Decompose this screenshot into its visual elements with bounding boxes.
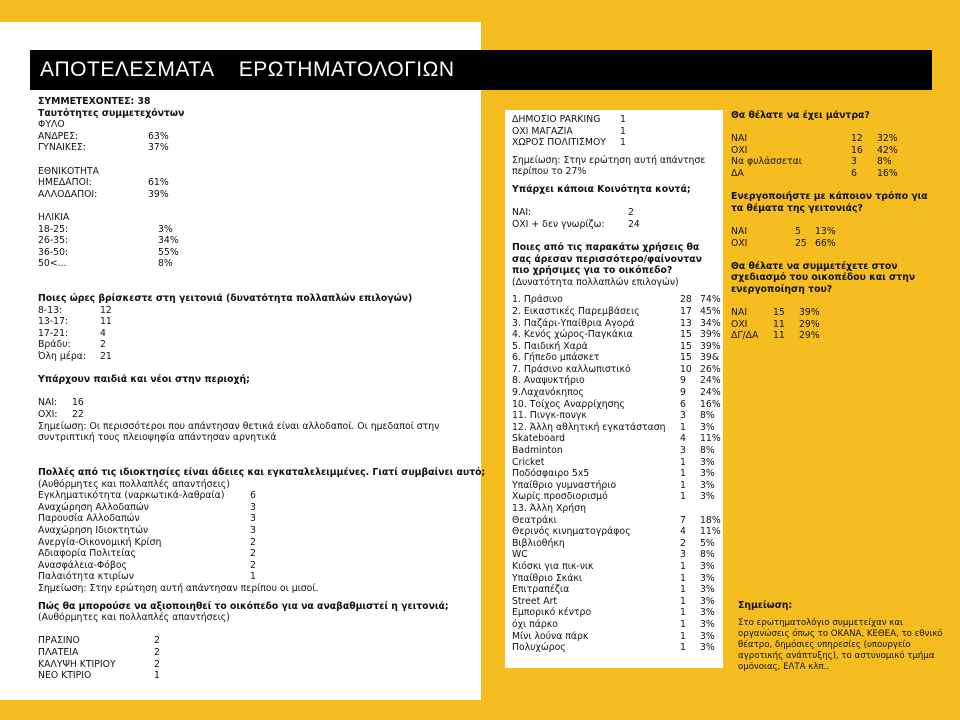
list-item <box>512 306 720 318</box>
item-percent: 3% <box>700 584 715 596</box>
item-percent: 3% <box>700 572 715 584</box>
item-count: 15 <box>773 307 785 319</box>
sex-label: ΦΥΛΟ <box>38 119 65 131</box>
item-label: ΔΑ <box>731 167 744 179</box>
list-item <box>38 571 468 583</box>
item-label: Χωρίς προσδιορισμό <box>512 491 608 503</box>
item-value: 39% <box>148 188 169 200</box>
nationality-list <box>38 177 468 200</box>
left-column <box>38 96 486 682</box>
item-percent: 8% <box>700 549 715 561</box>
item-value: 3% <box>158 223 173 235</box>
empty-properties-question: Πολλές από τις ιδιοκτησίες είναι άδειες και εγκαταλελειμμένες. Γιατί συμβαίνει αυτό; <box>38 467 486 478</box>
item-percent: 3% <box>700 618 715 630</box>
item-label: Θερινός κινηματογράφος <box>512 526 631 538</box>
item-label: Επιτραπέζια <box>512 584 570 596</box>
item-label: ΟΧΙ <box>731 144 748 156</box>
list-item <box>38 177 468 189</box>
item-value: 55% <box>158 246 179 258</box>
item-percent: 3% <box>700 479 715 491</box>
item-percent: 3% <box>700 642 715 654</box>
item-label: Ποδόσφαιρο 5x5 <box>512 468 590 480</box>
plan-question: Θα θέλατε να συμμετέχετε στον σχεδιασμό του οικοπέδου και στην ενεργοποίηση του? <box>731 260 916 295</box>
item-count: 1 <box>680 618 686 630</box>
item-count: 7 <box>680 514 686 526</box>
item-percent: 45% <box>700 305 721 317</box>
item-label: 2. Εικαστικές Παρεμβάσεις <box>512 305 640 317</box>
item-value: 2 <box>100 339 106 351</box>
list-item <box>512 515 720 527</box>
community-question: Υπάρχει κάποια Κοινότητα κοντά; <box>512 183 691 195</box>
item-count: 4 <box>680 526 686 538</box>
list-item <box>38 502 468 514</box>
right-note <box>738 600 944 673</box>
item-percent: 66% <box>815 237 836 249</box>
item-label: Αναχώρηση Ιδιοκτητών <box>38 524 149 536</box>
item-percent: 24% <box>700 387 721 399</box>
list-item <box>38 525 468 537</box>
item-label: ΝΑΙ: <box>38 397 58 409</box>
item-count: 1 <box>680 491 686 503</box>
item-label: ΔΗΜΟΣΙΟ PARKING <box>512 114 601 125</box>
list-item <box>38 142 468 154</box>
list-item <box>38 247 468 259</box>
item-label: Εμπορικό κέντρο <box>512 607 592 619</box>
item-value: 16 <box>72 397 84 409</box>
item-count: 15 <box>680 352 692 364</box>
list-item <box>512 114 720 126</box>
list-item <box>512 207 720 219</box>
list-item <box>38 647 468 659</box>
mantra-list <box>731 133 931 179</box>
item-percent: 16% <box>700 398 721 410</box>
item-percent: 29% <box>799 330 820 342</box>
right-note-text: Στο ερωτηματολόγιο συμμετείχαν και οργανώσεις όπως το ΟΚΑΝΑ, ΚΕΘΕΑ, το εθνικό θέατρο, δημόσιες υπηρεσίες (υπουργείο αγροτικής ανάπτυξης), το αστυνομικό τμήμα ομόνοιας, ΕΛΤΑ κλπ.. <box>738 617 943 672</box>
list-item <box>38 490 468 502</box>
item-count: 25 <box>795 237 807 249</box>
item-label: Ανεργία-Οικονομική Κρίση <box>38 536 162 548</box>
item-percent: 3% <box>700 421 715 433</box>
list-item <box>512 445 720 457</box>
item-percent: 18% <box>700 514 721 526</box>
list-item <box>38 339 468 351</box>
item-count: 1 <box>680 630 686 642</box>
item-label: ΟΧΙ <box>731 318 748 330</box>
mantra-question: Θα θέλατε να έχει μάντρα? <box>731 110 870 121</box>
list-item <box>512 538 720 550</box>
item-label: 18-25: <box>38 223 69 235</box>
list-item <box>512 422 720 434</box>
list-item <box>512 433 720 445</box>
item-count: 11 <box>773 330 785 342</box>
item-count: 17 <box>680 305 692 317</box>
list-item <box>731 168 931 180</box>
item-percent: 39% <box>700 340 721 352</box>
item-count: 6 <box>680 398 686 410</box>
list-item <box>38 305 468 317</box>
item-label: ΝΕΟ ΚΤΙΡΙΟ <box>38 670 92 682</box>
middle-column <box>512 114 720 654</box>
item-count: 1 <box>680 421 686 433</box>
item-count: 3 <box>680 410 686 422</box>
top-strip <box>0 0 960 22</box>
item-count: 12 <box>851 133 863 145</box>
item-label: ΠΡΑΣΙΝΟ <box>38 635 80 647</box>
item-label: Badminton <box>512 445 563 457</box>
item-label: Κιόσκι για πικ-νικ <box>512 560 594 572</box>
list-item <box>38 560 468 572</box>
list-item <box>512 619 720 631</box>
item-label: 13-17: <box>38 316 69 328</box>
title-bar <box>30 50 932 90</box>
list-item <box>512 318 720 330</box>
item-value: 37% <box>148 142 169 154</box>
list-item <box>512 596 720 608</box>
item-value: 2 <box>154 646 160 658</box>
item-label: Skateboard <box>512 433 566 445</box>
item-label: 7. Πράσινο καλλωπιστικό <box>512 363 631 375</box>
item-count: 6 <box>851 167 857 179</box>
active-list <box>731 226 931 249</box>
item-percent: 26% <box>700 363 721 375</box>
age-label: ΗΛΙΚΙΑ <box>38 211 70 223</box>
list-item <box>512 352 720 364</box>
nationality-label: ΕΘΝΙΚΟΤΗΤΑ <box>38 165 100 177</box>
list-item <box>512 549 720 561</box>
item-label: ΟΧΙ + δεν γνωρίζω: <box>512 218 605 230</box>
list-item <box>38 537 468 549</box>
item-percent: 32% <box>877 133 898 145</box>
item-percent: 13% <box>815 225 836 237</box>
list-item <box>512 526 720 538</box>
item-label: 12. Άλλη αθλητική εγκατάσταση <box>512 421 666 433</box>
item-value: 1 <box>620 114 626 125</box>
item-label: Μίνι λούνα πάρκ <box>512 630 589 642</box>
item-value: 1 <box>620 125 626 137</box>
item-value: 8% <box>158 258 173 270</box>
list-item <box>38 235 468 247</box>
list-item <box>512 503 720 515</box>
list-item <box>512 137 720 149</box>
item-percent: 5% <box>700 537 715 549</box>
item-count: 1 <box>680 560 686 572</box>
item-label: ΚΑΛΥΨΗ ΚΤΙΡΙΟΥ <box>38 658 116 670</box>
kids-list <box>38 397 468 420</box>
item-count: 15 <box>680 329 692 341</box>
item-label: Cricket <box>512 456 545 468</box>
item-percent: 3% <box>700 468 715 480</box>
item-label: 10. Τοίχος Αναρρίχησης <box>512 398 625 410</box>
item-label: ΝΑΙ <box>731 133 748 145</box>
item-value: 2 <box>628 207 634 219</box>
item-label: 4. Κενός χώρος-Παγκάκια <box>512 329 633 341</box>
list-item <box>512 341 720 353</box>
list-item <box>512 387 720 399</box>
item-count: 13 <box>680 317 692 329</box>
kids-question: Υπάρχουν παιδιά και νέοι στην περιοχή; <box>38 374 250 386</box>
list-item <box>512 410 720 422</box>
empty-properties-list <box>38 490 468 583</box>
item-percent: 3% <box>700 456 715 468</box>
item-value: 2 <box>154 635 160 647</box>
item-value: 3 <box>250 513 256 525</box>
item-label: ΗΜΕΔΑΠΟΙ: <box>38 177 92 189</box>
list-item <box>512 468 720 480</box>
item-label: ΟΧΙ: <box>38 409 58 421</box>
item-value: 3 <box>250 524 256 536</box>
item-label: Παρουσία Αλλοδαπών <box>38 513 140 525</box>
item-percent: 24% <box>700 375 721 387</box>
list-item <box>38 513 468 525</box>
item-value: 2 <box>250 548 256 560</box>
item-count: 28 <box>680 294 692 306</box>
participants-heading: Ταυτότητες συμμετεχόντων <box>38 107 185 119</box>
item-percent: 39% <box>700 329 721 341</box>
item-count: 5 <box>795 225 801 237</box>
item-label: 6. Γήπεδο μπάσκετ <box>512 352 600 364</box>
item-percent: 11% <box>700 433 721 445</box>
item-count: 10 <box>680 363 692 375</box>
item-label: Ανασφάλεια-Φόβος <box>38 559 128 571</box>
list-item <box>512 364 720 376</box>
page-title: ΑΠΟΤΕΛΕΣΜΑΤΑ ΕΡΩΤΗΜΑΤΟΛΟΓΙΩΝ <box>40 58 455 81</box>
uses-list <box>512 294 720 653</box>
participants-count: ΣΥΜΜΕΤΕΧΟΝΤΕΣ: 38 <box>38 96 151 107</box>
list-item <box>512 584 720 596</box>
item-count: 1 <box>680 456 686 468</box>
item-percent: 8% <box>700 445 715 457</box>
list-item <box>38 659 468 671</box>
item-label: Να φυλάσσεται <box>731 156 802 168</box>
item-value: 2 <box>154 658 160 670</box>
item-label: όχι πάρκο <box>512 618 558 630</box>
item-value: 34% <box>158 235 179 247</box>
list-item <box>512 126 720 138</box>
list-item <box>38 328 468 340</box>
item-value: 4 <box>100 327 106 339</box>
item-label: 36-50: <box>38 246 69 258</box>
list-item <box>731 319 931 331</box>
item-percent: 8% <box>700 410 715 422</box>
item-label: ΝΑΙ <box>731 307 748 319</box>
list-item <box>731 238 931 250</box>
list-item <box>512 329 720 341</box>
list-item <box>38 316 468 328</box>
item-count: 1 <box>680 572 686 584</box>
item-label: 17-21: <box>38 327 69 339</box>
item-label: ΠΛΑΤΕΙΑ <box>38 646 79 658</box>
list-item <box>38 409 468 421</box>
item-percent: 3% <box>700 607 715 619</box>
item-label: 26-35: <box>38 235 69 247</box>
item-label: WC <box>512 549 528 561</box>
list-item <box>38 397 468 409</box>
item-value: 12 <box>100 304 112 316</box>
age-list <box>38 224 468 270</box>
right-note-heading: Σημείωση: <box>738 600 793 611</box>
item-percent: 8% <box>877 156 892 168</box>
item-count: 1 <box>680 479 686 491</box>
upgrade-sub: (Αυθόρμητες και πολλαπλές απαντήσεις) <box>38 612 230 624</box>
item-label: ΑΛΛΟΔΑΠΟΙ: <box>38 188 98 200</box>
list-item <box>731 145 931 157</box>
list-item <box>512 561 720 573</box>
plan-list <box>731 307 931 342</box>
item-label: ΧΩΡΟΣ ΠΟΛΙΤΙΣΜΟΥ <box>512 137 606 149</box>
list-item <box>512 399 720 411</box>
list-item <box>38 224 468 236</box>
active-question: Ενεργοποιήστε με κάποιον τρόπο για τα θέματα της γειτονιάς? <box>731 191 928 214</box>
list-item <box>38 189 468 201</box>
item-count: 3 <box>680 549 686 561</box>
item-label: ΟΧΙ <box>731 237 748 249</box>
right-column <box>731 110 931 342</box>
item-count: 9 <box>680 375 686 387</box>
item-label: ΔΓ/ΔΑ <box>731 330 759 342</box>
item-value: 2 <box>250 536 256 548</box>
list-item <box>731 156 931 168</box>
list-item <box>512 631 720 643</box>
item-value: 11 <box>100 316 112 328</box>
item-label: Θεατράκι <box>512 514 557 526</box>
top-answers-list <box>512 114 720 149</box>
item-count: 11 <box>773 318 785 330</box>
hours-list <box>38 305 468 363</box>
item-label: Πολυχώρος <box>512 642 566 654</box>
item-percent: 34% <box>700 317 721 329</box>
item-label: Βράδυ: <box>38 339 71 351</box>
item-count: 15 <box>680 340 692 352</box>
list-item <box>512 294 720 306</box>
list-item <box>38 351 468 363</box>
item-label: ΝΑΙ: <box>512 207 532 219</box>
list-item <box>512 480 720 492</box>
item-label: 5. Παιδική Χαρά <box>512 340 588 352</box>
item-count: 1 <box>680 607 686 619</box>
list-item <box>512 219 720 231</box>
item-percent: 16% <box>877 167 898 179</box>
list-item <box>38 548 468 560</box>
item-value: 61% <box>148 177 169 189</box>
sex-list <box>38 131 468 154</box>
list-item <box>38 670 468 682</box>
list-item <box>731 226 931 238</box>
item-value: 2 <box>250 559 256 571</box>
uses-question: Ποιες από τις παρακάτω χρήσεις θα σας άρεσαν περισσότερο/φαίνονταν πιο χρήσιμες για το οικόπεδο? <box>512 241 702 277</box>
list-item <box>512 457 720 469</box>
item-count: 2 <box>680 537 686 549</box>
empty-properties-sub: (Αυθόρμητες και πολλαπλές απαντήσεις) <box>38 478 230 490</box>
item-value: 22 <box>72 409 84 421</box>
list-item <box>512 375 720 387</box>
item-value: 63% <box>148 130 169 142</box>
item-count: 9 <box>680 387 686 399</box>
list-item <box>512 642 720 654</box>
list-item <box>38 635 468 647</box>
item-percent: 3% <box>700 560 715 572</box>
item-label: ΟΧΙ ΜΑΓΑΖΙΑ <box>512 125 573 137</box>
item-count: 1 <box>680 595 686 607</box>
item-label: 1. Πράσινο <box>512 294 563 306</box>
item-percent: 39% <box>799 307 820 319</box>
item-count: 1 <box>680 642 686 654</box>
item-label: Βιβλιοθήκη <box>512 537 565 549</box>
hours-question: Ποιες ώρες βρίσκεστε στη γειτονιά (δυνατότητα πολλαπλών επιλογών) <box>38 293 413 305</box>
item-percent: 29% <box>799 318 820 330</box>
item-label: 3. Παζάρι-Υπαίθρια Αγορά <box>512 317 635 329</box>
item-label: 9.Λαχανόκηπος <box>512 387 584 399</box>
item-percent: 3% <box>700 595 715 607</box>
list-item <box>731 133 931 145</box>
item-value: 1 <box>154 670 160 682</box>
list-item <box>512 573 720 585</box>
item-percent: 74% <box>700 294 721 306</box>
item-percent: 3% <box>700 630 715 642</box>
upgrade-question: Πώς θα μπορούσε να αξιοποιηθεί το οικόπεδο για να αναβαθμιστεί η γειτονιά; <box>38 600 449 612</box>
item-count: 16 <box>851 144 863 156</box>
item-value: 3 <box>250 501 256 513</box>
item-percent: 42% <box>877 144 898 156</box>
empty-properties-note: Σημείωση: Στην ερώτηση αυτή απάντησαν περίπου οι μισοί. <box>38 582 319 594</box>
item-value: 21 <box>100 351 112 363</box>
item-label: 13. Άλλη Χρήση <box>512 503 586 514</box>
item-label: Αναχώρηση Αλλοδαπών <box>38 501 149 513</box>
item-value: 24 <box>628 218 640 230</box>
item-label: Υπαίθριο Σκάκι <box>512 572 583 584</box>
item-label: Αδιαφορία Πολιτείας <box>38 548 136 560</box>
item-label: 8. Αναψυκτήριο <box>512 375 585 387</box>
item-label: Street Art <box>512 595 558 607</box>
item-label: Παλαιότητα κτιρίων <box>38 571 135 583</box>
item-count: 3 <box>680 445 686 457</box>
list-item <box>512 607 720 619</box>
item-value: 6 <box>250 490 256 502</box>
item-label: ΓΥΝΑΙΚΕΣ: <box>38 142 86 154</box>
list-item <box>38 258 468 270</box>
kids-note: Σημείωση: Οι περισσότεροι που απάντησαν θετικά είναι αλλοδαποί. Οι ημεδαποί στην συντριπτική τους πλειοψηφία απάντησαν αρνητικά <box>38 420 440 444</box>
item-value: 1 <box>250 571 256 583</box>
top-answers-note: Σημείωση: Στην ερώτηση αυτή απάντησε περίπου το 27% <box>512 154 706 178</box>
list-item <box>731 330 931 342</box>
item-label: Εγκληματικότητα (ναρκωτικά-λαθραία) <box>38 490 225 502</box>
list-item <box>38 131 468 143</box>
item-count: 3 <box>851 156 857 168</box>
item-percent: 11% <box>700 526 721 538</box>
item-label: ΑΝΔΡΕΣ: <box>38 130 79 142</box>
list-item <box>731 307 931 319</box>
item-count: 1 <box>680 584 686 596</box>
item-label: 8-13: <box>38 304 63 316</box>
item-label: ΝΑΙ <box>731 225 748 237</box>
upgrade-list <box>38 635 468 681</box>
list-item <box>512 491 720 503</box>
item-label: 50<... <box>38 258 67 270</box>
item-count: 4 <box>680 433 686 445</box>
community-list <box>512 207 720 230</box>
item-percent: 3% <box>700 491 715 503</box>
item-value: 1 <box>620 137 626 149</box>
item-label: 11. Πινγκ-πονγκ <box>512 410 587 422</box>
item-label: Υπαίθριο γυμναστήριο <box>512 479 617 491</box>
item-percent: 39& <box>700 352 720 364</box>
uses-sub: (Δυνατότητα πολλαπλών επιλογών) <box>512 276 679 288</box>
item-count: 1 <box>680 468 686 480</box>
item-label: Όλη μέρα: <box>38 351 87 363</box>
